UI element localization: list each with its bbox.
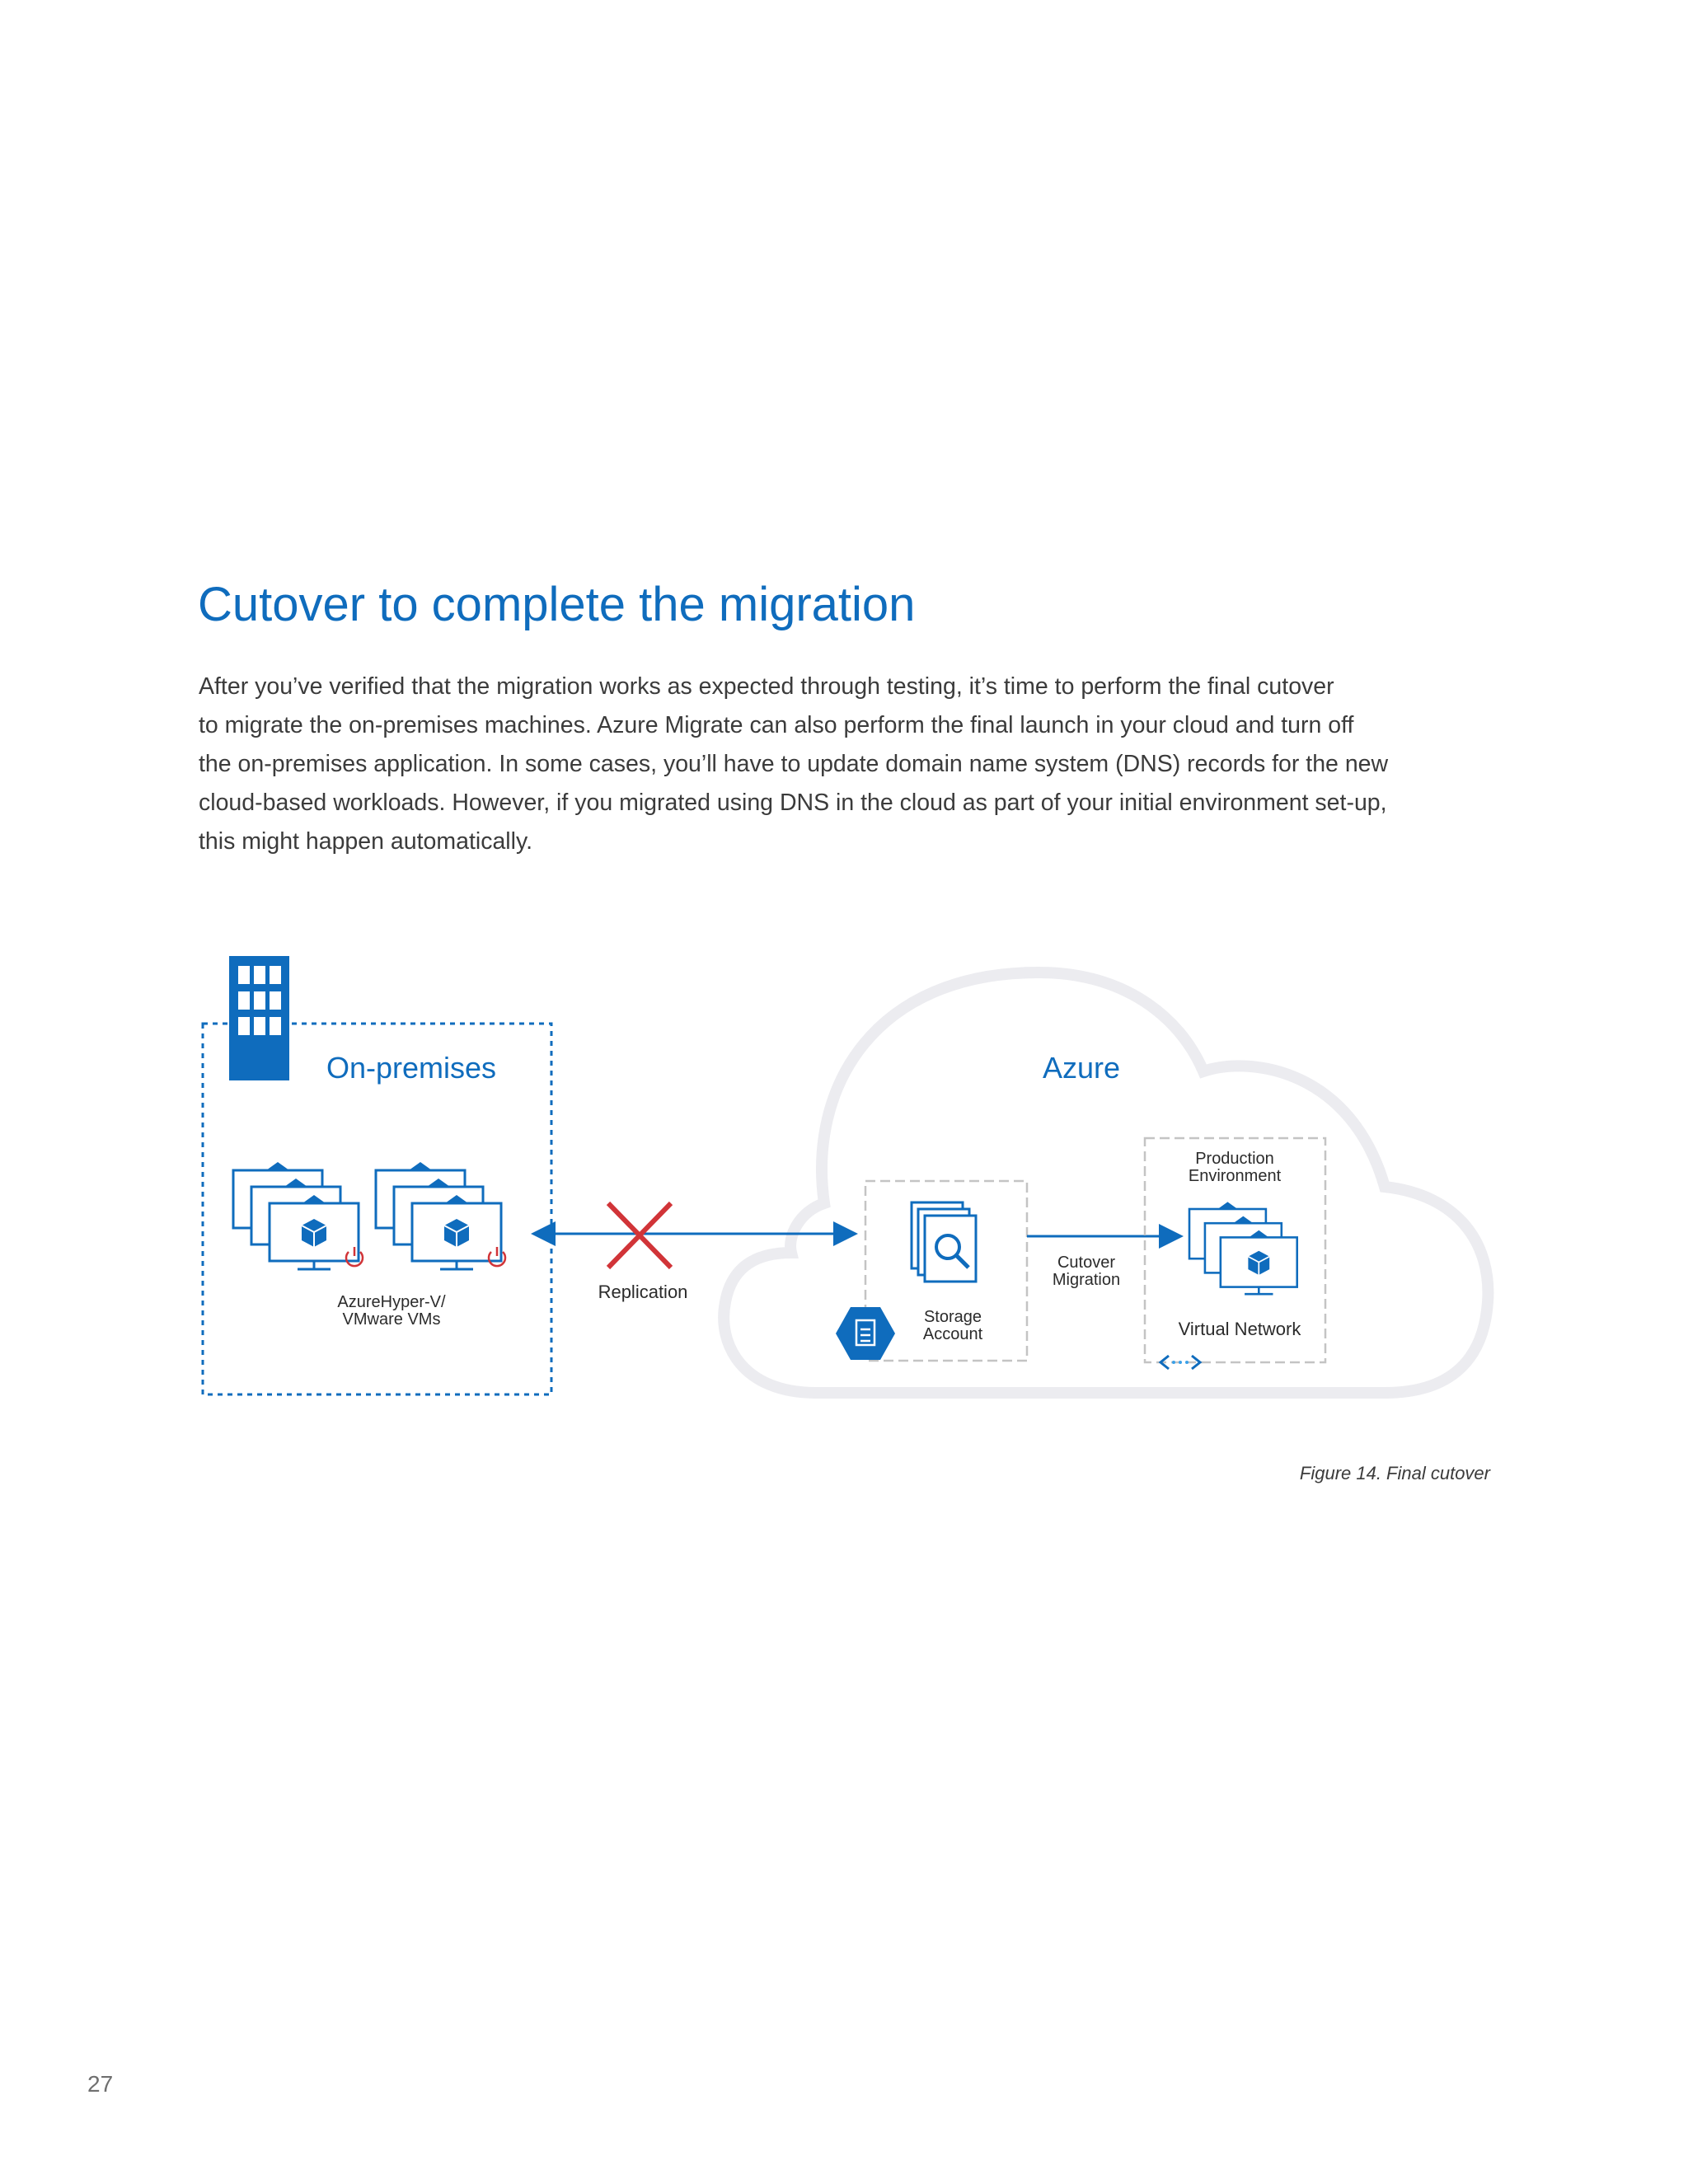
section-heading: Cutover to complete the migration [198,578,916,631]
paragraph-line: cloud-based workloads. However, if you migrated using DNS in the cloud as part of your initial environment set-up, [199,790,1387,816]
production-label-line2: Environment [1188,1167,1282,1185]
storage-label-line1: Storage [923,1308,982,1326]
vms-label-line2: VMware VMs [342,1310,441,1329]
production-label-line1: Production [1195,1150,1274,1168]
figure-caption: Figure 14. Final cutover [1299,1463,1490,1483]
storage-icon [912,1202,976,1282]
paragraph-line: the on-premises application. In some cases, you’ll have to update domain name system (DNS) records for the new [199,751,1389,777]
building-icon [229,956,289,1080]
vms-label-line1: AzureHyper-V/ [337,1293,446,1311]
cutover-label-line1: Cutover [1057,1254,1116,1272]
paragraph-line: to migrate the on-premises machines. Azure Migrate can also perform the final launch in your cloud and turn off [199,712,1354,738]
azure-label: Azure [1043,1051,1121,1085]
cutover-label-line2: Migration [1052,1271,1121,1289]
replication-label: Replication [598,1282,688,1302]
virtual-network-label: Virtual Network [1178,1319,1301,1339]
vm-stack-icon [376,1162,501,1269]
paragraph-line: After you’ve verified that the migration works as expected through testing, it’s time to perform the final cutover [199,673,1334,700]
storage-label-line2: Account [922,1325,983,1343]
vm-stack-icon [233,1162,359,1269]
on-premises-label: On-premises [326,1051,497,1085]
page-number: 27 [87,2071,114,2097]
paragraph-line: this might happen automatically. [199,828,533,855]
cross-icon [608,1203,671,1268]
